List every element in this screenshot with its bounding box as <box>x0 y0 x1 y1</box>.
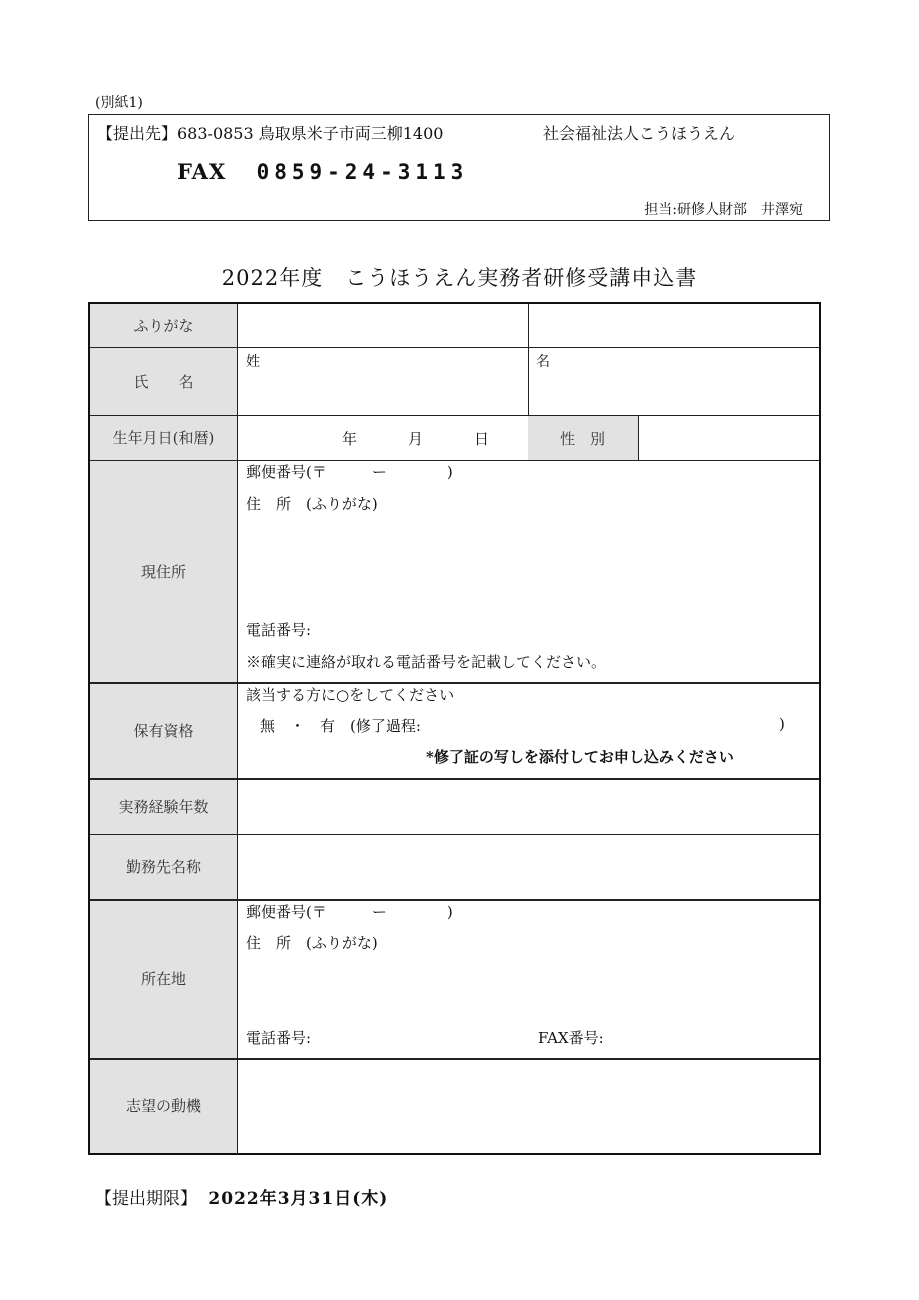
motivation-label: 志望の動機 <box>90 1058 238 1153</box>
furigana-surname-field[interactable] <box>238 304 528 347</box>
column-divider <box>638 415 639 460</box>
qualification-label: 保有資格 <box>90 682 238 778</box>
gender-label: 性 別 <box>560 430 606 448</box>
surname-label: 姓 <box>246 354 260 370</box>
fax-line <box>177 159 468 184</box>
submit-to-address <box>97 121 736 144</box>
contact-person: 担当:研修人財部 井澤宛 <box>644 202 803 218</box>
phone-note: ※確実に連絡が取れる電話番号を記載してください。 <box>246 653 607 671</box>
address-line: 住 所 (ふりがな) <box>246 495 378 513</box>
attachment-label: (別紙1) <box>95 95 143 111</box>
row-divider <box>90 347 819 348</box>
experience-label: 実務経験年数 <box>90 778 238 834</box>
given-name-label: 名 <box>536 354 550 370</box>
submission-deadline <box>95 1184 388 1209</box>
fax-label: FAX <box>177 159 227 184</box>
qualification-options[interactable]: 無 ・ 有 (修了過程: <box>260 717 421 735</box>
application-form <box>88 302 821 1155</box>
address-label: 現住所 <box>90 460 238 682</box>
row-divider <box>90 682 819 684</box>
employer-phone-label: 電話番号: <box>246 1029 312 1047</box>
furigana-label: ふりがな <box>90 304 238 347</box>
employer-field[interactable] <box>238 835 819 899</box>
postal-code-line: 郵便番号(〒 ー ) <box>246 463 453 481</box>
row-divider <box>90 899 819 901</box>
organization-name: 社会福祉法人こうほうえん <box>543 124 736 143</box>
name-label: 氏 名 <box>90 347 238 415</box>
birthdate-label: 生年月日(和暦) <box>90 415 238 460</box>
deadline-label: 【提出期限】 <box>95 1189 197 1209</box>
submission-box <box>88 114 830 221</box>
qualification-note: *修了証の写しを添付してお申し込みください <box>426 748 734 766</box>
employer-address-label: 所在地 <box>90 899 238 1058</box>
year-label: 年 <box>342 430 358 448</box>
employer-fax-label: FAX番号: <box>538 1029 604 1047</box>
fax-number: 0859-24-3113 <box>256 160 469 184</box>
page-title: 2022年度 こうほうえん実務者研修受講申込書 <box>221 266 698 290</box>
row-divider <box>90 415 819 416</box>
motivation-field[interactable] <box>238 1059 819 1153</box>
phone-label: 電話番号: <box>246 621 312 639</box>
deadline-date: 2022年3月31日(木) <box>208 1189 389 1209</box>
submit-to-text: 【提出先】683-0853 鳥取県米子市両三柳1400 <box>97 124 444 143</box>
experience-field[interactable] <box>238 779 819 834</box>
qualification-instruction: 該当する方に○をしてください <box>246 686 455 704</box>
employer-postal-code-line: 郵便番号(〒 ー ) <box>246 903 453 921</box>
day-label: 日 <box>474 430 490 448</box>
month-label: 月 <box>408 430 424 448</box>
qualification-close: ) <box>779 715 785 733</box>
employer-address-line: 住 所 (ふりがな) <box>246 934 378 952</box>
furigana-given-field[interactable] <box>529 304 819 347</box>
row-divider <box>90 460 819 461</box>
employer-label: 勤務先名称 <box>90 834 238 899</box>
